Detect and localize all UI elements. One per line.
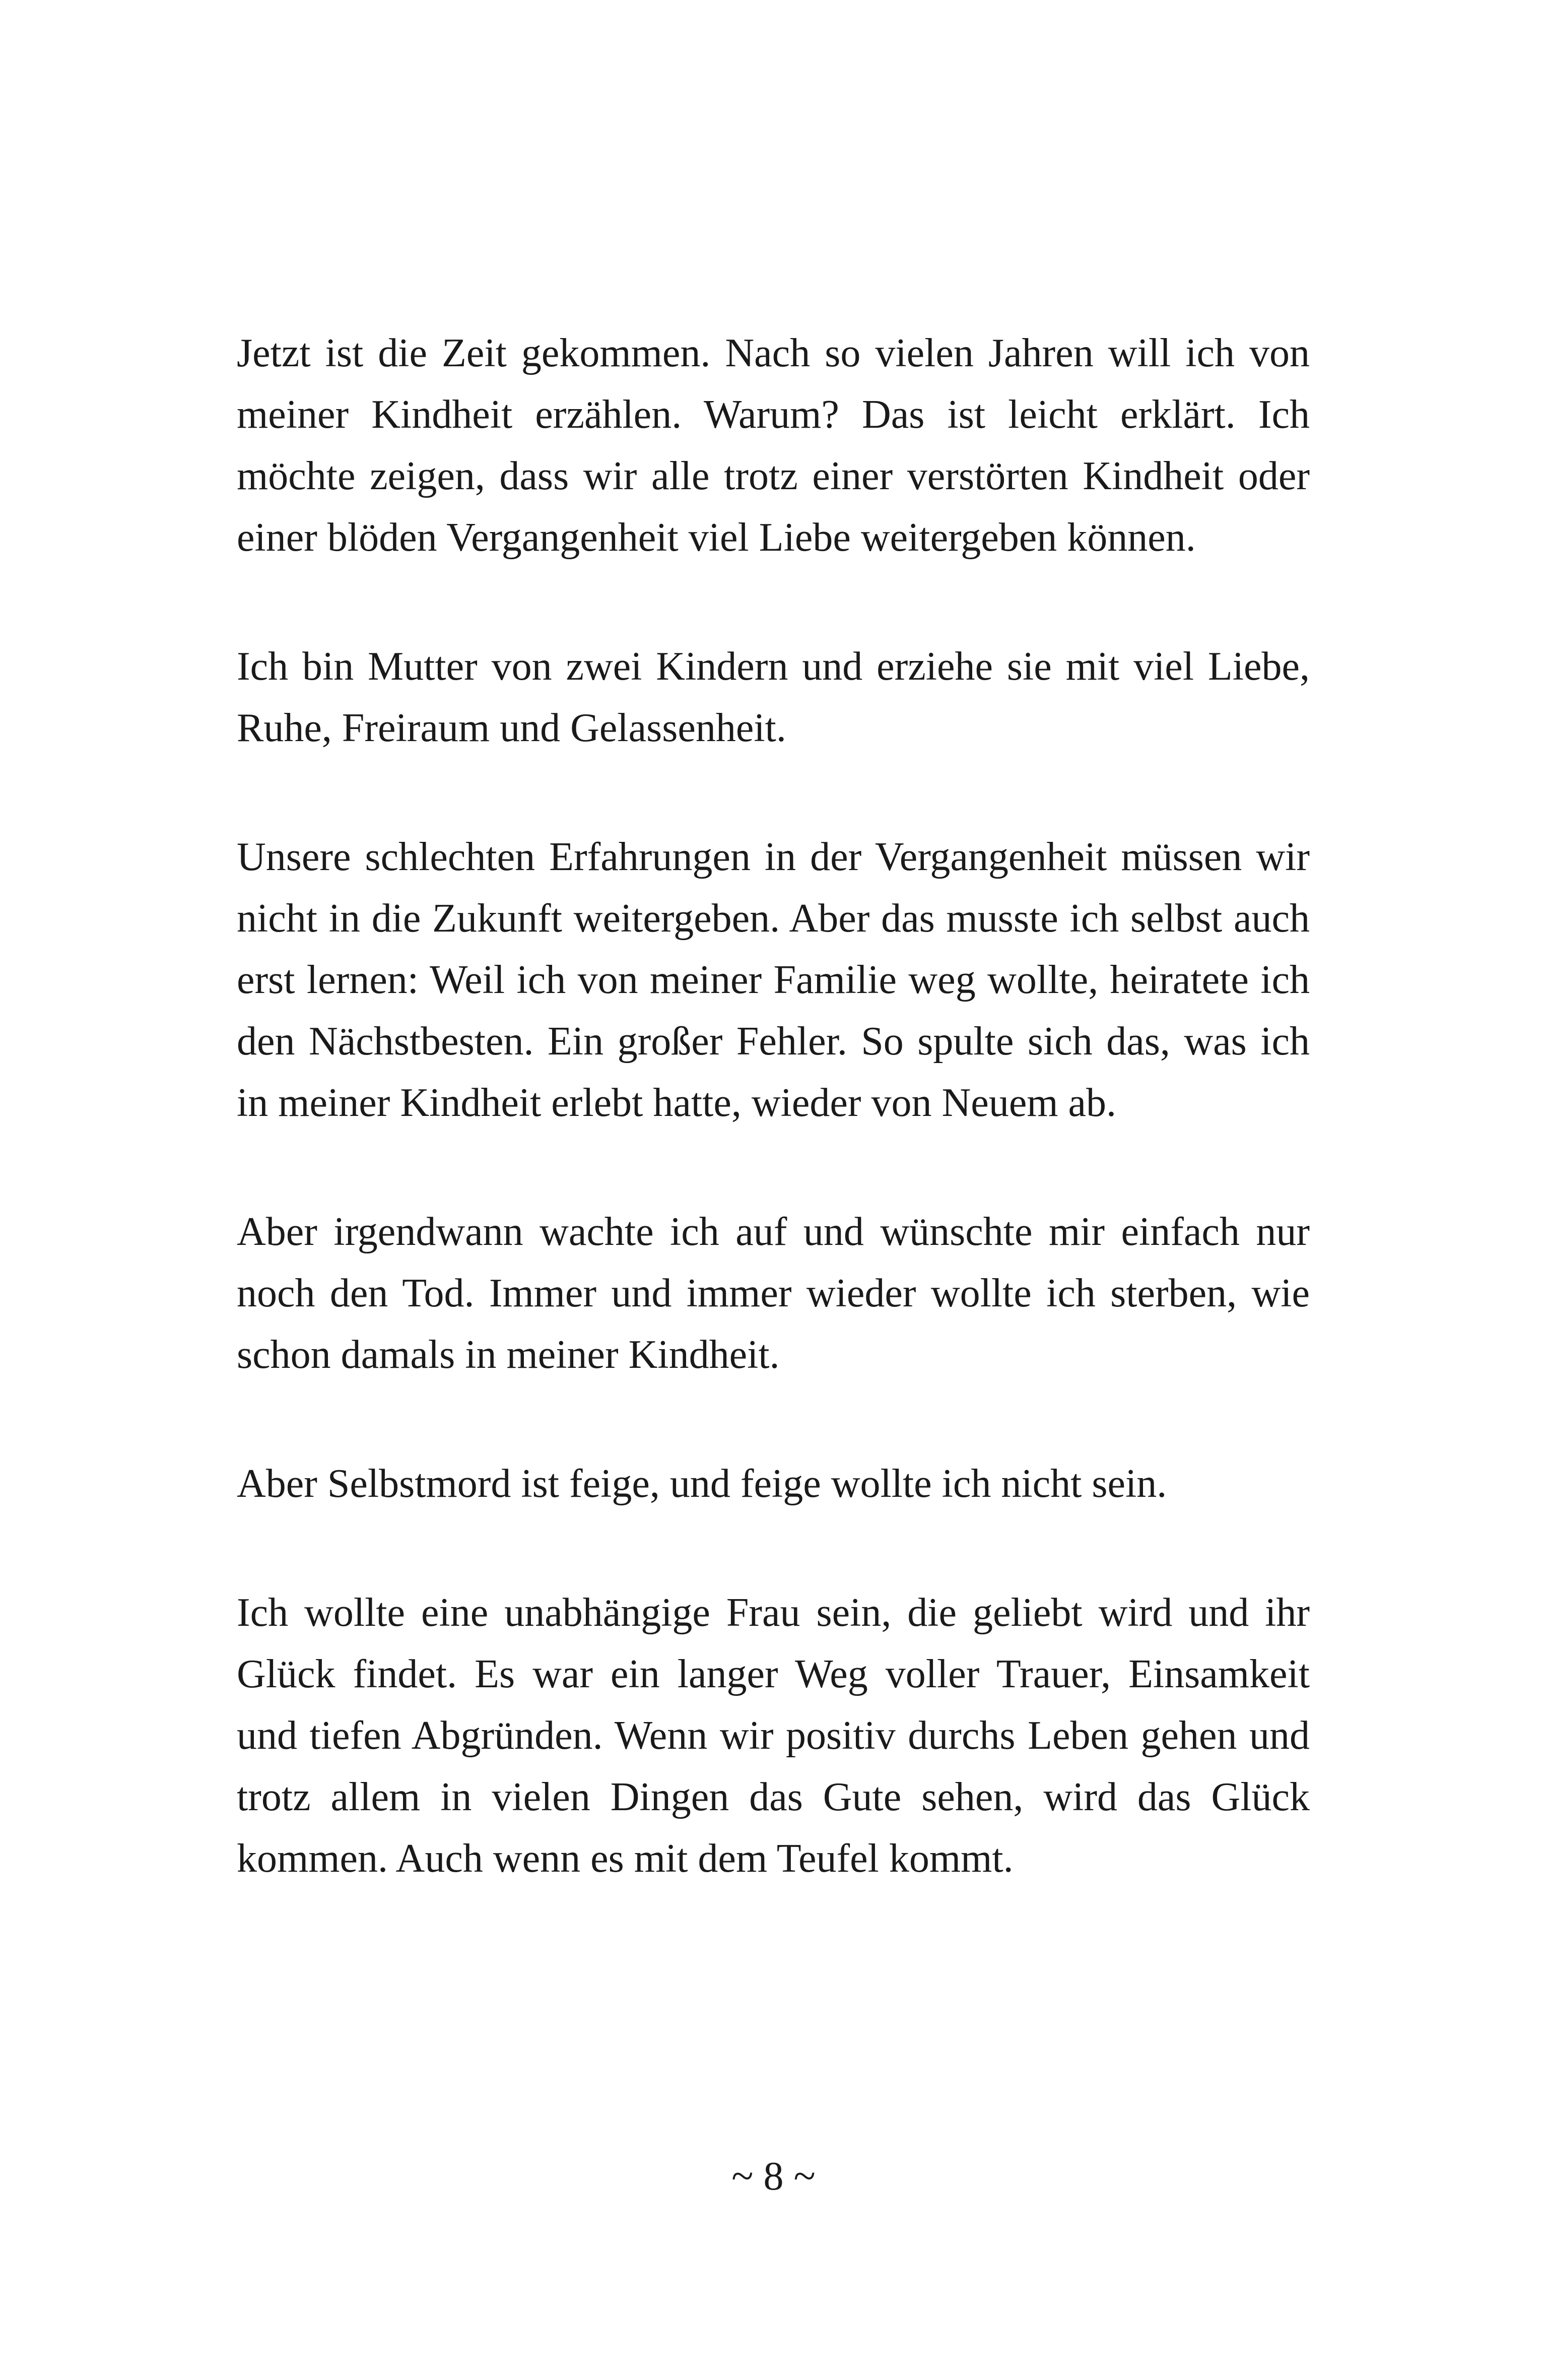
paragraph-4: Aber irgendwann wachte ich auf und wünschte mir einfach nur noch den Tod. Immer und immer wieder wollte ich sterben, wie schon damals in meiner Kindheit. (237, 1210, 1310, 1377)
paragraph-1: Jetzt ist die Zeit gekommen. Nach so vielen Jahren will ich von meiner Kindheit erzählen. Warum? Das ist leicht erklärt. Ich möchte zeigen, dass wir alle trotz einer verstörten Kindheit oder einer blöden Vergangenheit viel Liebe weitergeben können. (237, 331, 1310, 560)
paragraph-5: Aber Selbstmord ist feige, und feige wollte ich nicht sein. (237, 1462, 1167, 1506)
paragraph-2: Ich bin Mutter von zwei Kindern und erziehe sie mit viel Liebe, Ruhe, Freiraum und Gelassenheit. (237, 644, 1310, 750)
paragraph-6: Ich wollte eine unabhängige Frau sein, die geliebt wird und ihr Glück findet. Es war ein langer Weg voller Trauer, Einsamkeit und tiefen Abgründen. Wenn wir positiv durchs Leben gehen und trotz allem in vielen Dingen das Gute sehen, wird das Glück kommen. Auch wenn es mit dem Teufel kommt. (237, 1591, 1310, 1881)
paragraph-3: Unsere schlechten Erfahrungen in der Vergangenheit müssen wir nicht in die Zukunft weitergeben. Aber das musste ich selbst auch erst lernen: Weil ich von meiner Familie weg wollte, heiratete ich den Nächstbesten. Ein großer Fehler. So spulte sich das, was ich in meiner Kindheit erlebt hatte, wieder von Neuem ab. (237, 835, 1310, 1125)
body-text (237, 322, 1310, 1889)
page-number: ~ 8 ~ (731, 2154, 816, 2199)
